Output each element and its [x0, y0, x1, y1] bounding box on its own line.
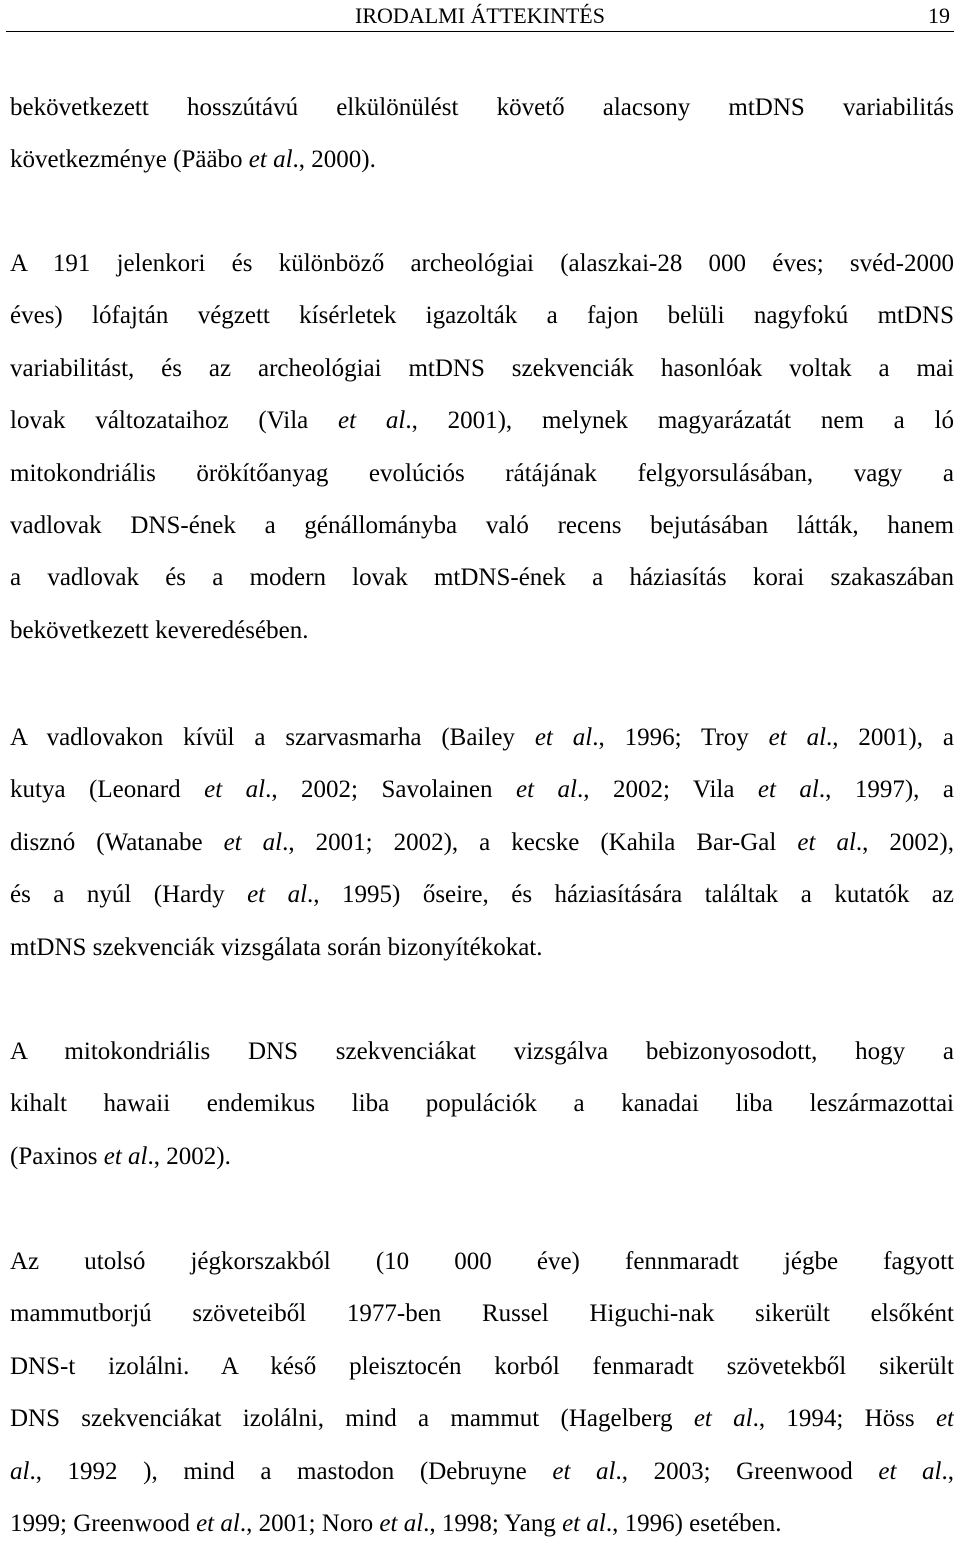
text-line: al., 1992 ), mind a mastodon (Debruyne et al., 2003; Greenwood et al., — [10, 1457, 954, 1485]
text-line: Az utolsó jégkorszakból (10 000 éve) fennmaradt jégbe fagyott — [10, 1248, 954, 1275]
header-title: IRODALMI ÁTTEKINTÉS — [355, 3, 605, 28]
text-line: bekövetkezett hosszútávú elkülönülést követő alacsony mtDNS variabilitás — [10, 94, 954, 121]
page-number: 19 — [928, 3, 950, 28]
text-line: disznó (Watanabe et al., 2001; 2002), a kecske (Kahila Bar-Gal et al., 2002), — [10, 828, 954, 856]
text-line: bekövetkezett keveredésében. — [10, 616, 309, 644]
text-line: mtDNS szekvenciák vizsgálata során bizonyítékokat. — [10, 933, 543, 961]
paragraph-4 — [10, 1026, 954, 1183]
text-line: mitokondriális örökítőanyag evolúciós rátájának felgyorsulásában, vagy a — [10, 459, 954, 487]
text-line: 1999; Greenwood et al., 2001; Noro et al., 1998; Yang et al., 1996) esetében. — [10, 1509, 782, 1537]
text-line: DNS-t izolálni. A késő pleisztocén korból fenmaradt szövetekből sikerült — [10, 1352, 954, 1380]
text-line: következménye (Pääbo et al., 2000). — [10, 146, 376, 174]
text-line: lovak változataihoz (Vila et al., 2001), melynek magyarázatát nem a ló — [10, 407, 954, 435]
text-line: vadlovak DNS-ének a génállományba való recens bejutásában látták, hanem — [10, 511, 954, 539]
text-line: A 191 jelenkori és különböző archeológiai (alaszkai-28 000 éves; svéd-2000 — [10, 250, 954, 277]
text-line: variabilitást, és az archeológiai mtDNS szekvenciák hasonlóak voltak a mai — [10, 354, 954, 382]
text-line: (Paxinos et al., 2002). — [10, 1142, 231, 1170]
paragraph-5 — [10, 1236, 954, 1550]
text-line: kutya (Leonard et al., 2002; Savolainen et al., 2002; Vila et al., 1997), a — [10, 776, 954, 804]
text-line: a vadlovak és a modern lovak mtDNS-ének a háziasítás korai szakaszában — [10, 564, 954, 592]
text-line: kihalt hawaii endemikus liba populációk a kanadai liba leszármazottai — [10, 1090, 954, 1118]
text-line: éves) lófajtán végzett kísérletek igazolták a fajon belüli nagyfokú mtDNS — [10, 302, 954, 330]
paragraph-1 — [10, 82, 954, 187]
paragraph-3 — [10, 712, 954, 974]
text-line: A vadlovakon kívül a szarvasmarha (Bailey et al., 1996; Troy et al., 2001), a — [10, 724, 954, 751]
text-line: DNS szekvenciákat izolálni, mind a mammut (Hagelberg et al., 1994; Höss et — [10, 1405, 954, 1433]
paragraph-2 — [10, 238, 954, 657]
text-line: mammutborjú szöveteiből 1977-ben Russel Higuchi-nak sikerült elsőként — [10, 1300, 954, 1328]
text-line: A mitokondriális DNS szekvenciákat vizsgálva bebizonyosodott, hogy a — [10, 1038, 954, 1065]
running-header — [6, 0, 954, 32]
text-line: és a nyúl (Hardy et al., 1995) őseire, és háziasítására találtak a kutatók az — [10, 881, 954, 909]
